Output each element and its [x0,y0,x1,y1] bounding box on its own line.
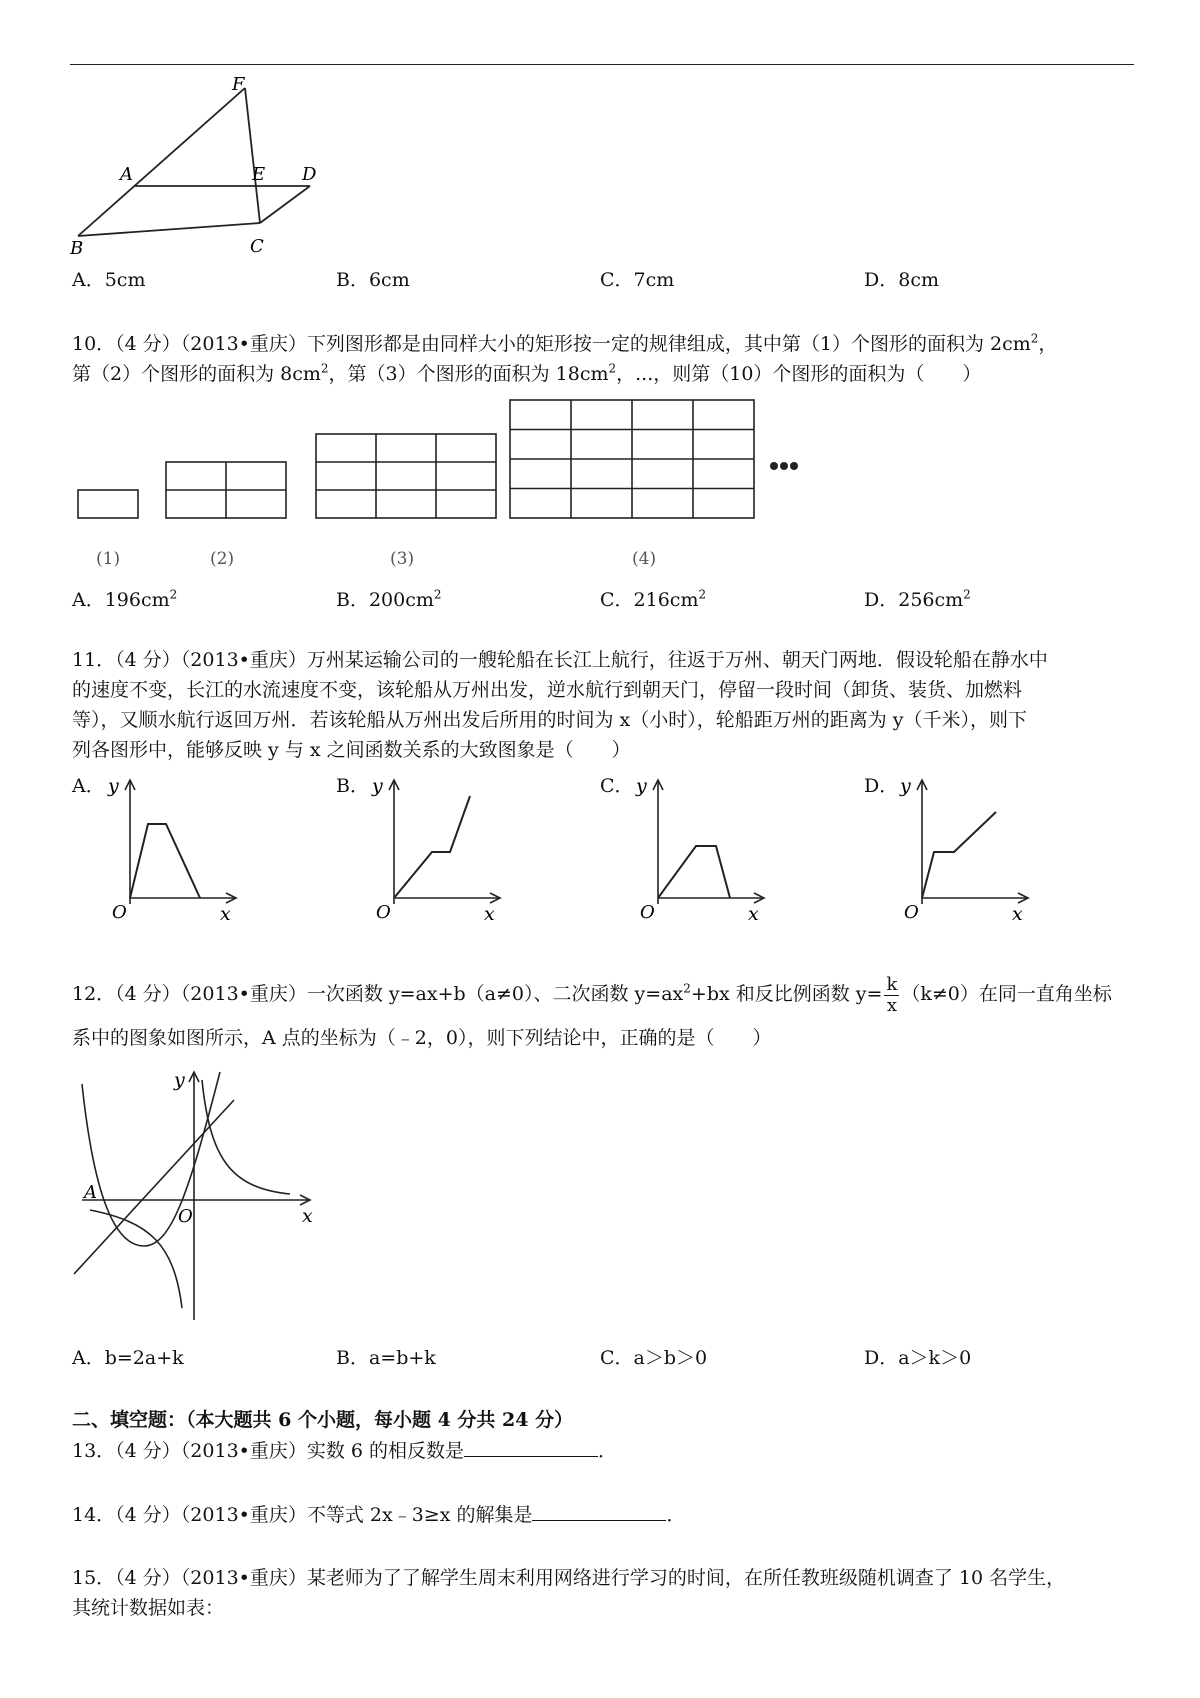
q10-label-2: (2) [210,549,235,569]
q14-answer-blank[interactable] [532,1502,666,1521]
q11-line-2: 的速度不变，长江的水流速度不变，该轮船从万州出发，逆水航行到朝天门，停留一段时间（卸货、装货、加燃料 [72,679,1023,701]
q9-label-c: C [250,236,264,256]
q13-end: ． [598,1440,618,1462]
q12-point-a: A [84,1182,97,1203]
q11-line-1: 11．（4 分）（2013•重庆）万州某运输公司的一艘轮船在长江上航行，往返于万州、朝天门两地．假设轮船在静水中 [72,649,1048,671]
q10-option-c [600,588,706,612]
q12-option-a: A．b=2a+k [72,1347,184,1369]
q10-text-2c: ，...，则第（10）个图形的面积为（ ） [616,363,982,385]
q10-option-d [864,588,971,612]
q11-c-origin: O [640,902,655,920]
q11-b-y-label: y [372,775,383,797]
q9-label-b: B [70,238,84,256]
q15-line-2: 其统计数据如表： [72,1597,225,1619]
q9-option-b: B．6cm [336,269,410,291]
q11-option-a: A． [72,775,105,797]
q9-option-a: A．5cm [72,269,146,291]
q11-option-d: D． [864,775,899,797]
q11-graph-b [368,772,508,920]
q9-label-a: A [120,164,133,185]
section-2-heading: 二、填空题：（本大题共 6 个小题，每小题 4 分共 24 分） [72,1409,574,1431]
q10-option-b [336,588,442,612]
q11-d-origin: O [904,902,919,920]
q10-option-a-sup: 2 [169,587,178,602]
q12-line-2: 系中的图象如图所示，A 点的坐标为（﹣2，0），则下列结论中，正确的是（ ） [72,1027,772,1049]
q10-option-d-text: D．256cm [864,589,964,611]
q9-label-f: F [232,76,245,95]
q13-line [72,1438,617,1463]
q11-b-origin: O [376,902,391,920]
q12-fraction [884,975,899,1016]
q11-d-x-label: x [1012,903,1023,920]
q10-text-2b: ，第（3）个图形的面积为 18cm [328,363,609,385]
q10-figure [74,396,804,576]
q10-sup-2b: 2 [608,361,617,376]
q10-ellipsis-dots [770,462,798,470]
q12-option-c: C．a＞b＞0 [600,1347,708,1369]
q10-line-1 [72,332,1057,356]
q10-option-d-sup: 2 [963,587,971,602]
header-rule [70,64,1134,65]
q10-label-3: (3) [390,549,415,569]
q10-text-2a: 第（2）个图形的面积为 8cm [72,363,321,385]
q12-y-label: y [174,1069,185,1091]
q10-text-1-end: ， [1038,333,1058,355]
q10-option-c-text: C．216cm [600,589,699,611]
q11-graph-c [632,772,772,920]
q11-a-x-label: x [220,903,231,920]
q12-option-d: D．a＞k＞0 [864,1347,972,1369]
q11-line-3: 等），又顺水航行返回万州．若该轮船从万州出发后所用的时间为 x（小时），轮船距万州的距离为 y（千米），则下 [72,709,1028,731]
q10-option-a [72,588,177,612]
q11-graph-a [104,772,244,920]
q12-line-1 [72,972,1112,1016]
q12-x-label: x [302,1205,313,1227]
q12-text-1b: +bx 和反比例函数 y= [690,983,883,1005]
q13-answer-blank[interactable] [464,1438,598,1457]
q11-c-y-label: y [636,775,647,797]
q10-line-2 [72,362,981,386]
q9-label-e: E [252,164,266,185]
q9-label-d: D [302,164,317,185]
q14-line [72,1502,686,1527]
q11-d-y-label: y [900,775,911,797]
q10-text-1: 10．（4 分）（2013•重庆）下列图形都是由同样大小的矩形按一定的规律组成，其中第（1）个图形的面积为 2cm [72,333,1031,355]
q11-c-x-label: x [748,903,759,920]
q11-b-x-label: x [484,903,495,920]
q11-option-b: B． [336,775,369,797]
q12-figure [70,1058,320,1328]
q12-frac-num: k [886,973,898,995]
q10-option-c-sup: 2 [698,587,707,602]
q9-option-c: C．7cm [600,269,675,291]
q10-sup-2a: 2 [320,361,329,376]
q10-label-1: (1) [96,549,121,569]
q9-option-d: D．8cm [864,269,939,291]
q14-end: ． [666,1504,686,1526]
q10-option-b-sup: 2 [433,587,442,602]
q11-line-4: 列各图形中，能够反映 y 与 x 之间函数关系的大致图象是（ ） [72,739,631,761]
q10-sup-1: 2 [1030,331,1039,346]
q10-label-4: (4) [632,549,657,569]
q11-graph-d [896,772,1036,920]
q12-origin: O [178,1206,193,1227]
q11-a-origin: O [112,902,127,920]
q12-sup: 2 [683,981,691,996]
q12-text-1c: （k≠0）在同一直角坐标 [901,983,1112,1005]
q15-line-1: 15．（4 分）（2013•重庆）某老师为了了解学生周末利用网络进行学习的时间，在所任教班级随机调查了 10 名学生， [72,1567,1066,1589]
q10-option-a-text: A．196cm [72,589,170,611]
q13-text: 13．（4 分）（2013•重庆）实数 6 的相反数是 [72,1440,465,1462]
q12-frac-den: x [886,994,897,1016]
q12-text-1a: 12．（4 分）（2013•重庆）一次函数 y=ax+b（a≠0）、二次函数 y=ax [72,983,684,1005]
q10-option-b-text: B．200cm [336,589,434,611]
q11-a-y-label: y [108,775,119,797]
q14-text: 14．（4 分）（2013•重庆）不等式 2x﹣3≥x 的解集是 [72,1504,533,1526]
q9-figure [70,76,360,256]
q11-option-c: C． [600,775,634,797]
q12-option-b: B．a=b+k [336,1347,436,1369]
